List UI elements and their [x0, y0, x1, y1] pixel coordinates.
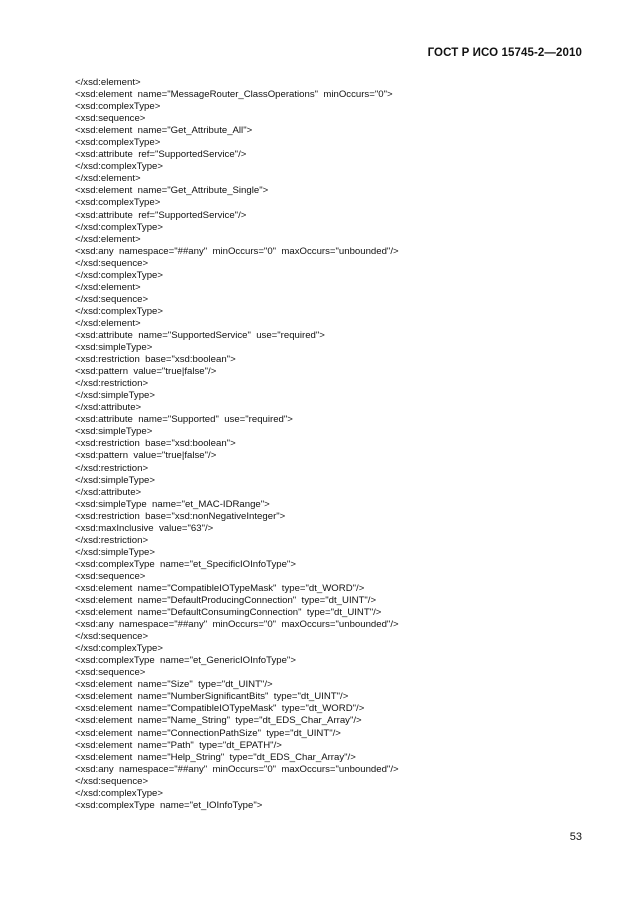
- code-line: <xsd:element name="Path" type="dt_EPATH"/>: [75, 739, 282, 751]
- code-line: <xsd:complexType>: [75, 137, 161, 149]
- code-line: </xsd:element>: [75, 281, 141, 293]
- code-line: </xsd:sequence>: [75, 293, 149, 305]
- code-line: </xsd:complexType>: [75, 221, 163, 233]
- code-line: <xsd:sequence>: [75, 113, 146, 125]
- code-line: <xsd:simpleType name="et_MAC-IDRange">: [75, 498, 270, 510]
- code-line: </xsd:simpleType>: [75, 390, 155, 402]
- code-line: </xsd:complexType>: [75, 787, 163, 799]
- code-line: <xsd:any namespace="##any" minOccurs="0" maxOccurs="unbounded"/>: [75, 245, 399, 257]
- code-line: <xsd:attribute name="Supported" use="required">: [75, 414, 293, 426]
- code-line: <xsd:complexType>: [75, 197, 161, 209]
- code-line: <xsd:element name="NumberSignificantBits" type="dt_UINT"/>: [75, 691, 349, 703]
- code-line: <xsd:element name="Name_String" type="dt_EDS_Char_Array"/>: [75, 715, 362, 727]
- code-line: </xsd:complexType>: [75, 269, 163, 281]
- code-line: </xsd:simpleType>: [75, 546, 155, 558]
- code-line: <xsd:complexType name="et_IOInfoType">: [75, 799, 263, 811]
- code-line: <xsd:element name="Get_Attribute_Single">: [75, 185, 269, 197]
- code-line: </xsd:attribute>: [75, 402, 142, 414]
- code-line: <xsd:element name="Help_String" type="dt_EDS_Char_Array"/>: [75, 751, 356, 763]
- code-line: </xsd:complexType>: [75, 161, 163, 173]
- code-line: <xsd:attribute name="SupportedService" use="required">: [75, 329, 325, 341]
- code-line: <xsd:restriction base="xsd:nonNegativeInteger">: [75, 510, 286, 522]
- code-line: </xsd:attribute>: [75, 486, 142, 498]
- code-line: </xsd:complexType>: [75, 643, 163, 655]
- code-line: <xsd:element name="Get_Attribute_All">: [75, 125, 253, 137]
- code-line: <xsd:sequence>: [75, 667, 146, 679]
- code-line: <xsd:any namespace="##any" minOccurs="0" maxOccurs="unbounded"/>: [75, 619, 399, 631]
- code-line: <xsd:sequence>: [75, 570, 146, 582]
- code-line: </xsd:element>: [75, 233, 141, 245]
- code-line: </xsd:simpleType>: [75, 474, 155, 486]
- code-line: <xsd:restriction base="xsd:boolean">: [75, 354, 236, 366]
- code-line: <xsd:any namespace="##any" minOccurs="0" maxOccurs="unbounded"/>: [75, 763, 399, 775]
- code-line: <xsd:element name="CompatibleIOTypeMask" type="dt_WORD"/>: [75, 582, 365, 594]
- code-line: <xsd:complexType name="et_GenericIOInfoType">: [75, 655, 296, 667]
- code-line: <xsd:attribute ref="SupportedService"/>: [75, 209, 247, 221]
- code-line: </xsd:complexType>: [75, 305, 163, 317]
- code-line: <xsd:element name="DefaultProducingConnection" type="dt_UINT"/>: [75, 595, 377, 607]
- code-line: </xsd:sequence>: [75, 631, 149, 643]
- page-number: 53: [569, 831, 582, 843]
- code-line: <xsd:complexType>: [75, 101, 161, 113]
- code-line: <xsd:attribute ref="SupportedService"/>: [75, 149, 247, 161]
- code-line: <xsd:simpleType>: [75, 426, 153, 438]
- code-line: <xsd:simpleType>: [75, 342, 153, 354]
- code-line: </xsd:restriction>: [75, 534, 149, 546]
- code-line: <xsd:restriction base="xsd:boolean">: [75, 438, 236, 450]
- xml-schema-code-block: [75, 77, 595, 812]
- code-line: <xsd:element name="CompatibleIOTypeMask" type="dt_WORD"/>: [75, 703, 365, 715]
- code-line: <xsd:pattern value="true|false"/>: [75, 450, 217, 462]
- code-line: <xsd:element name="ConnectionPathSize" type="dt_UINT"/>: [75, 727, 341, 739]
- code-line: </xsd:restriction>: [75, 462, 149, 474]
- page-header-standard-id: ГОСТ Р ИСО 15745-2—2010: [427, 47, 582, 59]
- code-line: </xsd:element>: [75, 77, 141, 88]
- code-line: </xsd:restriction>: [75, 378, 149, 390]
- code-line: <xsd:element name="MessageRouter_ClassOperations" minOccurs="0">: [75, 89, 393, 101]
- code-line: <xsd:pattern value="true|false"/>: [75, 366, 217, 378]
- code-line: <xsd:maxInclusive value="63"/>: [75, 522, 214, 534]
- code-line: </xsd:element>: [75, 173, 141, 185]
- code-line: </xsd:sequence>: [75, 257, 149, 269]
- code-line: </xsd:sequence>: [75, 775, 149, 787]
- code-line: </xsd:element>: [75, 317, 141, 329]
- code-line: <xsd:element name="DefaultConsumingConnection" type="dt_UINT"/>: [75, 607, 382, 619]
- code-line: <xsd:complexType name="et_SpecificIOInfoType">: [75, 558, 296, 570]
- code-line: <xsd:element name="Size" type="dt_UINT"/>: [75, 679, 273, 691]
